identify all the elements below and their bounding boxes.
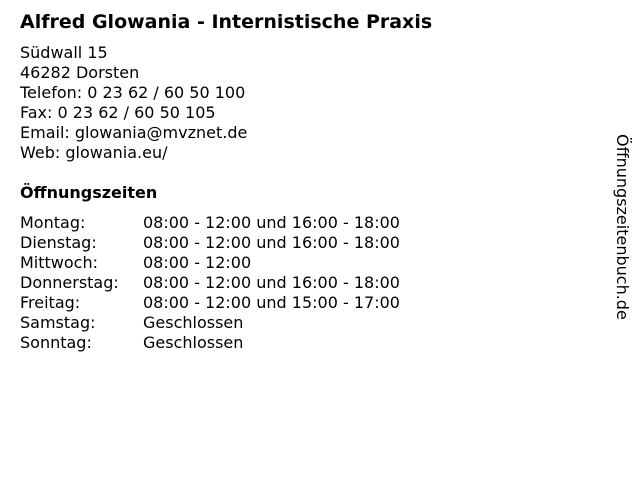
email-address: Email: glowania@mvznet.de: [20, 123, 248, 142]
day-label: Mittwoch:: [20, 253, 98, 272]
street-address: Südwall 15: [20, 43, 108, 62]
day-label: Sonntag:: [20, 333, 92, 352]
hours-heading: Öffnungszeiten: [20, 183, 158, 202]
day-label: Freitag:: [20, 293, 81, 312]
contact-block: [20, 43, 247, 163]
phone-number: Telefon: 0 23 62 / 60 50 100: [20, 83, 246, 102]
website: Web: glowania.eu/: [20, 143, 168, 162]
day-label: Dienstag:: [20, 233, 97, 252]
side-watermark: [612, 134, 632, 364]
time-value: 08:00 - 12:00: [143, 253, 252, 272]
time-value: 08:00 - 12:00 und 16:00 - 18:00: [143, 213, 400, 232]
day-label: Donnerstag:: [20, 273, 119, 292]
side-watermark-text: Öffnungszeitenbuch.de: [613, 134, 632, 320]
fax-number: Fax: 0 23 62 / 60 50 105: [20, 103, 216, 122]
time-value: Geschlossen: [143, 333, 244, 352]
time-value: Geschlossen: [143, 313, 244, 332]
time-value: 08:00 - 12:00 und 16:00 - 18:00: [143, 273, 400, 292]
day-label: Samstag:: [20, 313, 96, 332]
day-label: Montag:: [20, 213, 86, 232]
time-value: 08:00 - 12:00 und 16:00 - 18:00: [143, 233, 400, 252]
city-postal: 46282 Dorsten: [20, 63, 140, 82]
page-title: Alfred Glowania - Internistische Praxis: [20, 11, 433, 33]
time-value: 08:00 - 12:00 und 15:00 - 17:00: [143, 293, 400, 312]
